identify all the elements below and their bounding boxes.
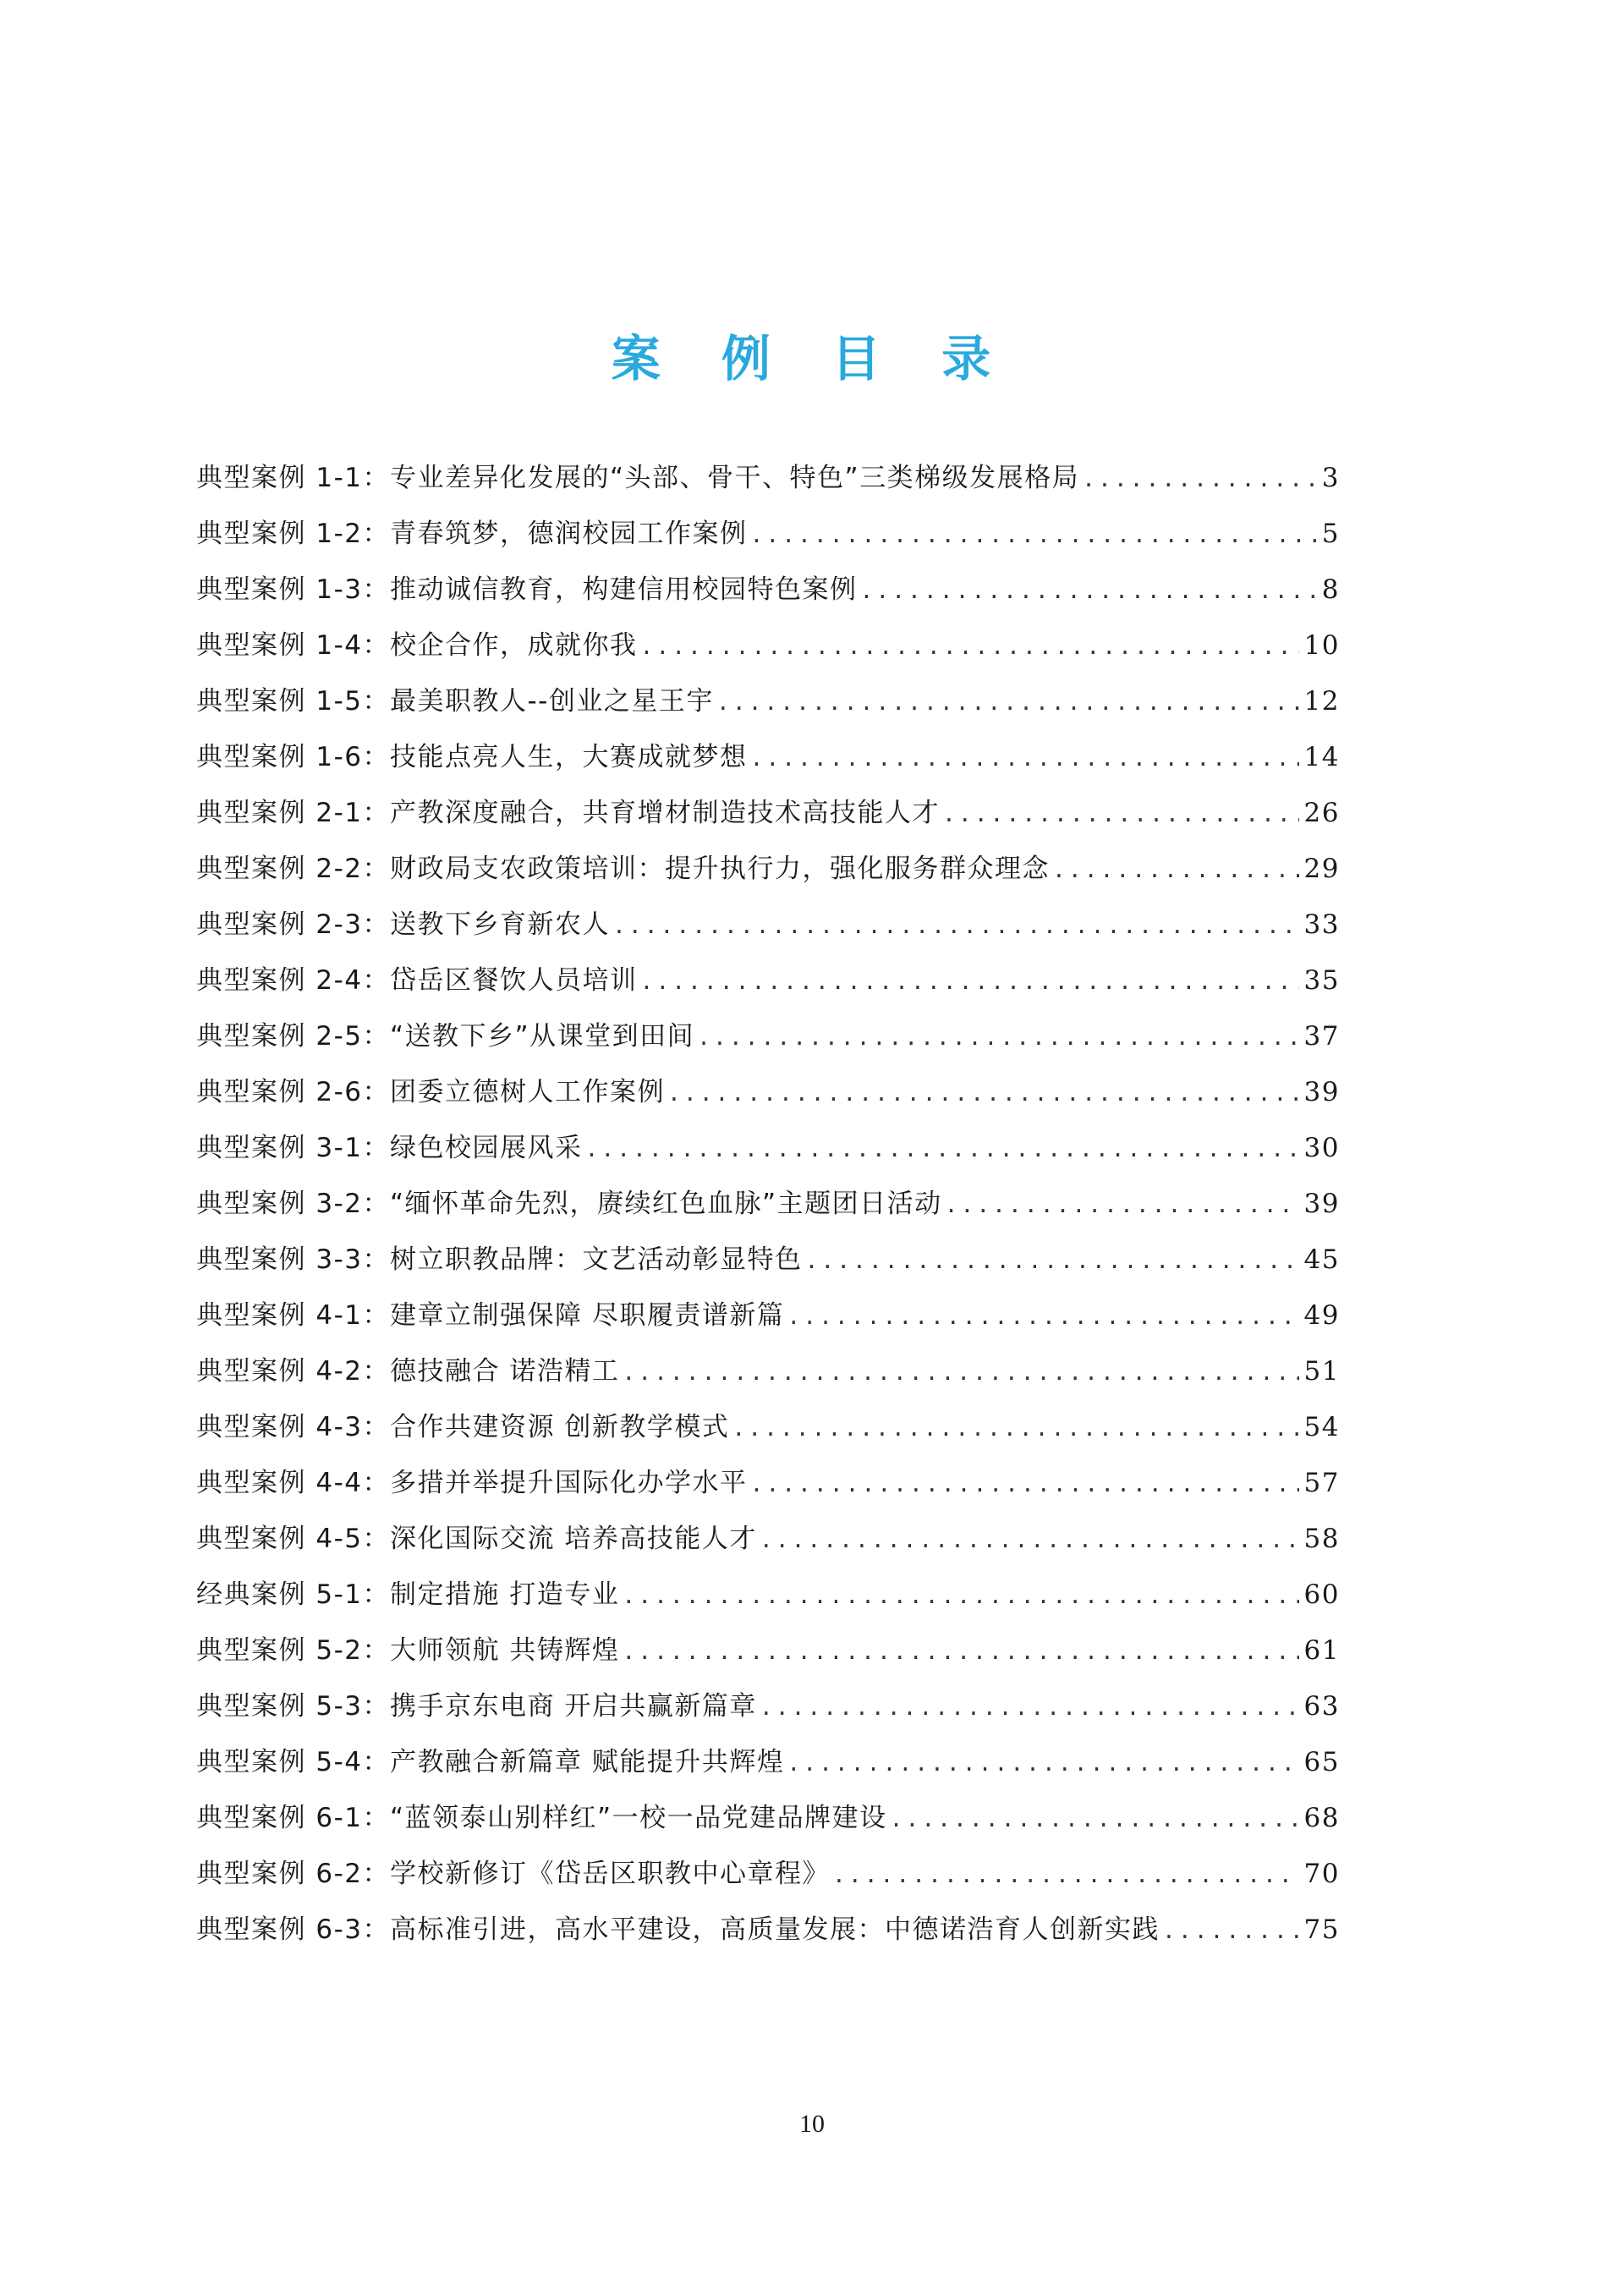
- toc-dot-leader: [670, 1064, 1299, 1120]
- toc-entry-label: 典型案例 6-1：: [196, 1803, 390, 1833]
- toc-entry[interactable]: [196, 1567, 1340, 1623]
- toc-entry[interactable]: [196, 1120, 1340, 1176]
- toc-entry-page: 39: [1303, 1189, 1340, 1219]
- toc-entry-label: 典型案例 1-1：: [196, 463, 390, 493]
- toc-entry-label: 典型案例 5-2：: [196, 1635, 390, 1666]
- toc-dot-leader: [588, 1120, 1299, 1176]
- toc-entry-page: 70: [1303, 1859, 1340, 1889]
- toc-dot-leader: [615, 897, 1299, 953]
- toc-entry-label: 典型案例 1-2：: [196, 519, 390, 549]
- toc-entry-title: 合作共建资源 创新教学模式: [390, 1412, 730, 1442]
- toc-entry-title: 技能点亮人生，大赛成就梦想: [390, 742, 748, 772]
- toc-entry-title: 学校新修订《岱岳区职教中心章程》: [390, 1859, 830, 1889]
- toc-entry-title: 多措并举提升国际化办学水平: [390, 1468, 748, 1498]
- toc-entry[interactable]: [196, 1734, 1340, 1790]
- toc-entry-title: 深化国际交流 培养高技能人才: [390, 1524, 757, 1554]
- toc-entry-page: 45: [1303, 1244, 1340, 1275]
- toc-entry-label: 典型案例 3-3：: [196, 1244, 390, 1275]
- toc-entry-page: 33: [1303, 909, 1340, 940]
- toc-entry[interactable]: [196, 562, 1340, 618]
- toc-entry-label: 典型案例 1-3：: [196, 574, 390, 605]
- toc-entry-title: 青春筑梦，德润校园工作案例: [390, 519, 748, 549]
- toc-entry-title: 推动诚信教育，构建信用校园特色案例: [390, 574, 858, 605]
- toc-entry-title: 校企合作，成就你我: [390, 630, 638, 661]
- toc-entry-page: 39: [1303, 1077, 1340, 1107]
- toc-entry[interactable]: [196, 729, 1340, 785]
- toc-entry[interactable]: [196, 1288, 1340, 1343]
- toc-entry[interactable]: [196, 1176, 1340, 1232]
- toc-entry-title: “蓝领泰山别样红”一校一品党建品牌建设: [390, 1803, 887, 1833]
- toc-entry[interactable]: [196, 1232, 1340, 1288]
- toc-dot-leader: [624, 1567, 1298, 1623]
- page-number: 10: [799, 2110, 825, 2138]
- toc-dot-leader: [643, 953, 1299, 1008]
- toc-entry-label: 典型案例 6-3：: [196, 1914, 390, 1945]
- toc-dot-leader: [892, 1790, 1299, 1846]
- toc-entry-page: 5: [1321, 519, 1340, 549]
- toc-entry-page: 10: [1303, 630, 1340, 661]
- toc-dot-leader: [762, 1678, 1299, 1734]
- toc-entry[interactable]: [196, 1846, 1340, 1902]
- toc-dot-leader: [643, 618, 1299, 673]
- toc-dot-leader: [947, 1176, 1299, 1232]
- toc-entry-label: 典型案例 2-6：: [196, 1077, 390, 1107]
- toc-dot-leader: [753, 506, 1317, 562]
- toc-entry-page: 37: [1303, 1021, 1340, 1052]
- toc-entry-page: 54: [1303, 1412, 1340, 1442]
- toc-entry-title: 岱岳区餐饮人员培训: [390, 965, 638, 996]
- toc-entry-title: 绿色校园展风采: [390, 1133, 583, 1163]
- toc-entry-page: 63: [1303, 1691, 1340, 1722]
- toc-entry-label: 典型案例 2-1：: [196, 798, 390, 828]
- toc-entry[interactable]: [196, 1678, 1340, 1734]
- toc-entry-page: 58: [1303, 1524, 1340, 1554]
- toc-dot-leader: [624, 1343, 1298, 1399]
- toc-entry-label: 典型案例 2-3：: [196, 909, 390, 940]
- toc-entry-label: 典型案例 1-5：: [196, 686, 390, 717]
- toc-entry-page: 51: [1303, 1356, 1340, 1387]
- toc-entry-label: 经典案例 5-1：: [196, 1579, 390, 1610]
- toc-dot-leader: [700, 1008, 1298, 1064]
- toc-entry-title: 最美职教人--创业之星王宇: [390, 686, 714, 717]
- toc-dot-leader: [1084, 450, 1317, 506]
- toc-entry-title: 专业差异化发展的“头部、骨干、特色”三类梯级发展格局: [390, 463, 1080, 493]
- toc-dot-leader: [753, 1455, 1299, 1511]
- toc-entry-page: 49: [1303, 1300, 1340, 1331]
- toc-entry[interactable]: [196, 673, 1340, 729]
- toc-dot-leader: [734, 1399, 1298, 1455]
- toc-entry[interactable]: [196, 1511, 1340, 1567]
- toc-entry-title: 财政局支农政策培训：提升执行力，强化服务群众理念: [390, 854, 1050, 884]
- toc-entry[interactable]: [196, 1399, 1340, 1455]
- toc-entry[interactable]: [196, 618, 1340, 673]
- toc-dot-leader: [789, 1288, 1298, 1343]
- toc-entry-title: 树立职教品牌：文艺活动彰显特色: [390, 1244, 803, 1275]
- toc-entry-page: 3: [1321, 463, 1340, 493]
- toc-entry-page: 26: [1303, 798, 1340, 828]
- toc-dot-leader: [835, 1846, 1299, 1902]
- toc-entry-page: 60: [1303, 1579, 1340, 1610]
- toc-entry-label: 典型案例 4-3：: [196, 1412, 390, 1442]
- toc-dot-leader: [719, 673, 1299, 729]
- toc-entry[interactable]: [196, 841, 1340, 897]
- toc-entry-label: 典型案例 1-6：: [196, 742, 390, 772]
- toc-dot-leader: [789, 1734, 1298, 1790]
- toc-entry[interactable]: [196, 897, 1340, 953]
- toc-entry-page: 57: [1303, 1468, 1340, 1498]
- toc-entry[interactable]: [196, 1064, 1340, 1120]
- toc-entry-page: 68: [1303, 1803, 1340, 1833]
- toc-dot-leader: [1165, 1902, 1299, 1958]
- toc-entry-page: 8: [1321, 574, 1340, 605]
- toc-entry-title: 产教融合新篇章 赋能提升共辉煌: [390, 1747, 785, 1777]
- toc-entry-label: 典型案例 4-2：: [196, 1356, 390, 1387]
- toc-dot-leader: [624, 1623, 1298, 1678]
- toc-entry-page: 30: [1303, 1133, 1340, 1163]
- toc-entry-title: 制定措施 打造专业: [390, 1579, 620, 1610]
- toc-entry-page: 29: [1303, 854, 1340, 884]
- toc-entry-title: 送教下乡育新农人: [390, 909, 610, 940]
- toc-entry-label: 典型案例 4-5：: [196, 1524, 390, 1554]
- toc-entry[interactable]: [196, 1902, 1340, 1958]
- toc-entry[interactable]: [196, 1790, 1340, 1846]
- toc-entry[interactable]: [196, 1008, 1340, 1064]
- toc-entry-label: 典型案例 4-1：: [196, 1300, 390, 1331]
- toc-entry-label: 典型案例 1-4：: [196, 630, 390, 661]
- toc-entry[interactable]: [196, 450, 1340, 506]
- toc-entry-title: 大师领航 共铸辉煌: [390, 1635, 620, 1666]
- toc-entry-title: 德技融合 诺浩精工: [390, 1356, 620, 1387]
- toc-entry-label: 典型案例 4-4：: [196, 1468, 390, 1498]
- toc-entry[interactable]: [196, 1343, 1340, 1399]
- toc-entry-label: 典型案例 2-2：: [196, 854, 390, 884]
- toc-entry-page: 12: [1303, 686, 1340, 717]
- toc-entry[interactable]: [196, 1455, 1340, 1511]
- toc-dot-leader: [753, 729, 1299, 785]
- toc-dot-leader: [762, 1511, 1299, 1567]
- toc-entry-page: 65: [1303, 1747, 1340, 1777]
- toc-entry-title: 产教深度融合，共育增材制造技术高技能人才: [390, 798, 940, 828]
- toc-entry-title: 建章立制强保障 尽职履责谱新篇: [390, 1300, 785, 1331]
- toc-entry-title: “缅怀革命先烈，赓续红色血脉”主题团日活动: [390, 1189, 942, 1219]
- toc-entry[interactable]: [196, 953, 1340, 1008]
- toc-dot-leader: [945, 785, 1299, 841]
- toc-entry[interactable]: [196, 785, 1340, 841]
- toc-dot-leader: [1055, 841, 1299, 897]
- toc-entry-title: “送教下乡”从课堂到田间: [390, 1021, 695, 1052]
- toc-entry-label: 典型案例 2-5：: [196, 1021, 390, 1052]
- toc-entry-page: 35: [1303, 965, 1340, 996]
- toc-entry-page: 14: [1303, 742, 1340, 772]
- toc-dot-leader: [808, 1232, 1299, 1288]
- toc-entry[interactable]: [196, 506, 1340, 562]
- table-of-contents: [196, 450, 1340, 1958]
- toc-entry[interactable]: [196, 1623, 1340, 1678]
- toc-entry-title: 携手京东电商 开启共赢新篇章: [390, 1691, 757, 1722]
- toc-dot-leader: [863, 562, 1317, 618]
- toc-entry-page: 61: [1303, 1635, 1340, 1666]
- toc-entry-label: 典型案例 5-4：: [196, 1747, 390, 1777]
- toc-entry-title: 团委立德树人工作案例: [390, 1077, 665, 1107]
- toc-entry-label: 典型案例 6-2：: [196, 1859, 390, 1889]
- toc-entry-label: 典型案例 2-4：: [196, 965, 390, 996]
- toc-entry-label: 典型案例 3-2：: [196, 1189, 390, 1219]
- toc-entry-title: 高标准引进，高水平建设，高质量发展：中德诺浩育人创新实践: [390, 1914, 1160, 1945]
- page-title: 案 例 目 录: [611, 330, 1013, 387]
- toc-entry-label: 典型案例 5-3：: [196, 1691, 390, 1722]
- toc-entry-label: 典型案例 3-1：: [196, 1133, 390, 1163]
- toc-entry-page: 75: [1303, 1914, 1340, 1945]
